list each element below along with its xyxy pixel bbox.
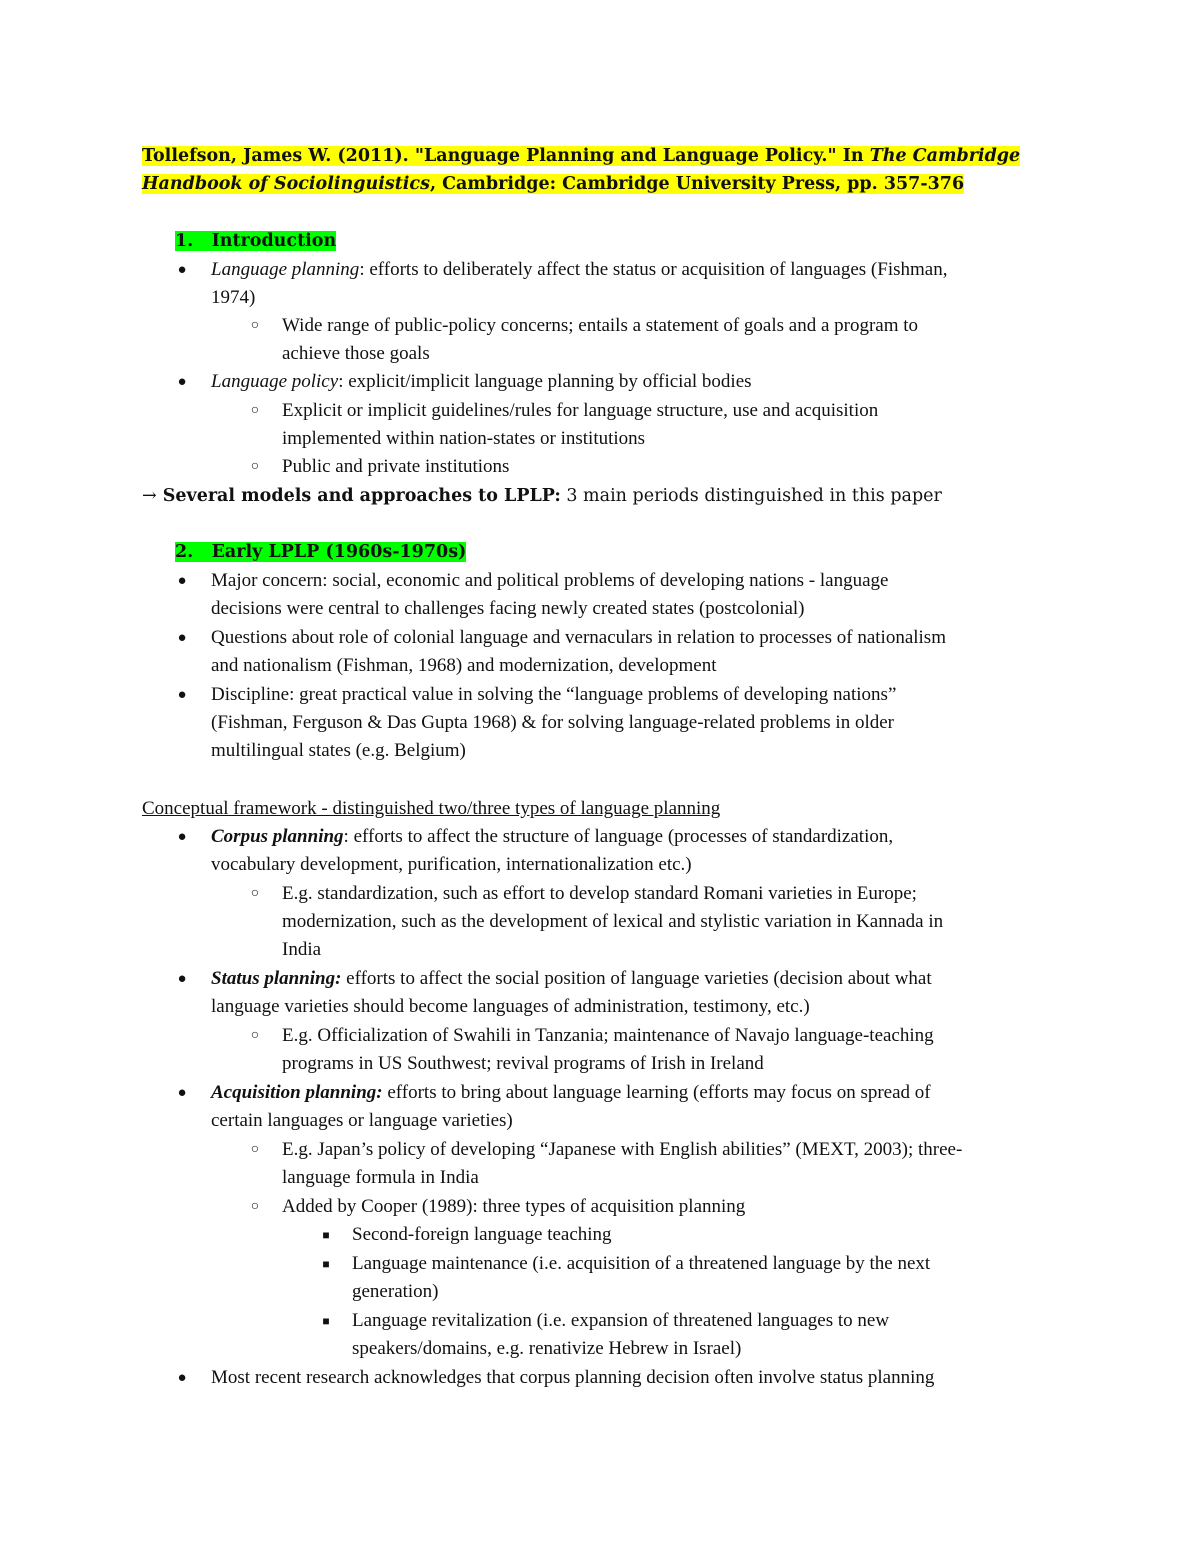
sub-list-item: Explicit or implicit guidelines/rules for language structure, use and acquisition <box>282 400 879 421</box>
section-title: Early LPLP (1960s-1970s) <box>211 542 467 562</box>
bullet-icon: ● <box>177 630 187 646</box>
sub-list-item: E.g. Japan’s policy of developing “Japanese with English abilities” (MEXT, 2003); three- <box>282 1139 963 1160</box>
section-number: 2. <box>175 542 194 562</box>
bullet-icon: ● <box>177 573 187 589</box>
sub-sub-list-item: Language revitalization (i.e. expansion of threatened languages to new <box>352 1310 890 1331</box>
summary-line <box>142 482 942 510</box>
list-item-cont: multilingual states (e.g. Belgium) <box>211 740 466 761</box>
bullet-icon: ● <box>177 971 187 987</box>
sub-list-item: E.g. standardization, such as effort to develop standard Romani varieties in Europe; <box>282 883 917 904</box>
sub-list-item-cont: India <box>282 939 322 960</box>
sub-list-item: E.g. Officialization of Swahili in Tanzania; maintenance of Navajo language-teaching <box>282 1025 934 1046</box>
sub-list-item: Wide range of public-policy concerns; entails a statement of goals and a program to <box>282 315 919 336</box>
section-heading-introduction <box>175 227 336 255</box>
list-item <box>211 1079 931 1107</box>
list-item-cont: language varieties should become languages of administration, testimony, etc.) <box>211 996 810 1017</box>
citation-text: Tollefson, James W. (2011). "Language Planning and Language Policy." In <box>142 146 870 166</box>
citation-book-title-cont: Handbook of Sociolinguistics <box>142 174 430 194</box>
item-text: efforts to affect the social position of language varieties (decision about what <box>341 968 932 989</box>
section-title: Introduction <box>211 231 337 251</box>
bullet-icon: ● <box>177 1370 187 1386</box>
citation-line-1 <box>142 142 1020 170</box>
list-item-cont: 1974) <box>211 287 256 308</box>
list-item: Questions about role of colonial language and vernaculars in relation to processes of nationalism <box>211 627 946 648</box>
bullet-icon: ● <box>177 262 187 278</box>
list-item: Discipline: great practical value in solving the “language problems of developing nations” <box>211 684 897 705</box>
term: Language planning <box>211 259 360 280</box>
list-item <box>211 965 932 993</box>
sub-bullet-icon: ○ <box>250 1142 260 1157</box>
arrow-icon: → <box>142 486 157 506</box>
bullet-icon: ● <box>177 374 187 390</box>
item-text: efforts to bring about language learning (efforts may focus on spread of <box>382 1082 931 1103</box>
list-item-cont: vocabulary development, purification, internationalization etc.) <box>211 854 692 875</box>
sub-list-item: Public and private institutions <box>282 456 510 477</box>
item-text: : explicit/implicit language planning by official bodies <box>338 371 752 392</box>
sub-list-item-cont: modernization, such as the development of lexical and stylistic variation in Kannada in <box>282 911 944 932</box>
citation-publisher: , Cambridge: Cambridge University Press, pp. 357-376 <box>429 174 965 194</box>
list-item-cont: (Fishman, Ferguson & Das Gupta 1968) & for solving language-related problems in older <box>211 712 894 733</box>
sub-sub-list-item: Second-foreign language teaching <box>352 1224 612 1245</box>
sub-list-item: Added by Cooper (1989): three types of acquisition planning <box>282 1196 746 1217</box>
summary-bold: Several models and approaches to LPLP: <box>156 486 561 506</box>
bullet-icon: ● <box>177 687 187 703</box>
item-text: : efforts to affect the structure of language (processes of standardization, <box>343 826 894 847</box>
citation-book-title: The Cambridge <box>869 146 1021 166</box>
term: Acquisition planning: <box>211 1082 383 1103</box>
list-item <box>211 256 947 284</box>
list-item: Most recent research acknowledges that corpus planning decision often involve status planning <box>211 1367 935 1388</box>
sub-sub-list-item-cont: speakers/domains, e.g. renativize Hebrew in Israel) <box>352 1338 742 1359</box>
sub-bullet-icon: ○ <box>250 318 260 333</box>
summary-text: 3 main periods distinguished in this paper <box>560 486 942 506</box>
sub-list-item-cont: programs in US Southwest; revival programs of Irish in Ireland <box>282 1053 764 1074</box>
list-item <box>211 823 893 851</box>
square-bullet-icon: ■ <box>322 1314 330 1328</box>
sub-list-item-cont: implemented within nation-states or institutions <box>282 428 646 449</box>
list-item-cont: and nationalism (Fishman, 1968) and modernization, development <box>211 655 717 676</box>
sub-bullet-icon: ○ <box>250 1199 260 1214</box>
item-text: : efforts to deliberately affect the status or acquisition of languages (Fishman, <box>359 259 948 280</box>
term: Language policy <box>211 371 339 392</box>
sub-bullet-icon: ○ <box>250 1028 260 1043</box>
section-heading-early-lplp <box>175 538 466 566</box>
sub-sub-list-item: Language maintenance (i.e. acquisition of a threatened language by the next <box>352 1253 931 1274</box>
bullet-icon: ● <box>177 1085 187 1101</box>
sub-bullet-icon: ○ <box>250 459 260 474</box>
sub-list-item-cont: achieve those goals <box>282 343 430 364</box>
sub-sub-list-item-cont: generation) <box>352 1281 439 1302</box>
list-item-cont: certain languages or language varieties) <box>211 1110 513 1131</box>
citation-line-2 <box>142 170 964 198</box>
framework-heading: Conceptual framework - distinguished two/three types of language planning <box>142 798 721 819</box>
term: Corpus planning <box>211 826 344 847</box>
list-item <box>211 368 752 396</box>
sub-bullet-icon: ○ <box>250 403 260 418</box>
section-number: 1. <box>175 231 194 251</box>
list-item-cont: decisions were central to challenges facing newly created states (postcolonial) <box>211 598 805 619</box>
square-bullet-icon: ■ <box>322 1257 330 1271</box>
list-item: Major concern: social, economic and political problems of developing nations - language <box>211 570 889 591</box>
sub-bullet-icon: ○ <box>250 886 260 901</box>
bullet-icon: ● <box>177 829 187 845</box>
term: Status planning: <box>211 968 342 989</box>
sub-list-item-cont: language formula in India <box>282 1167 479 1188</box>
square-bullet-icon: ■ <box>322 1228 330 1242</box>
